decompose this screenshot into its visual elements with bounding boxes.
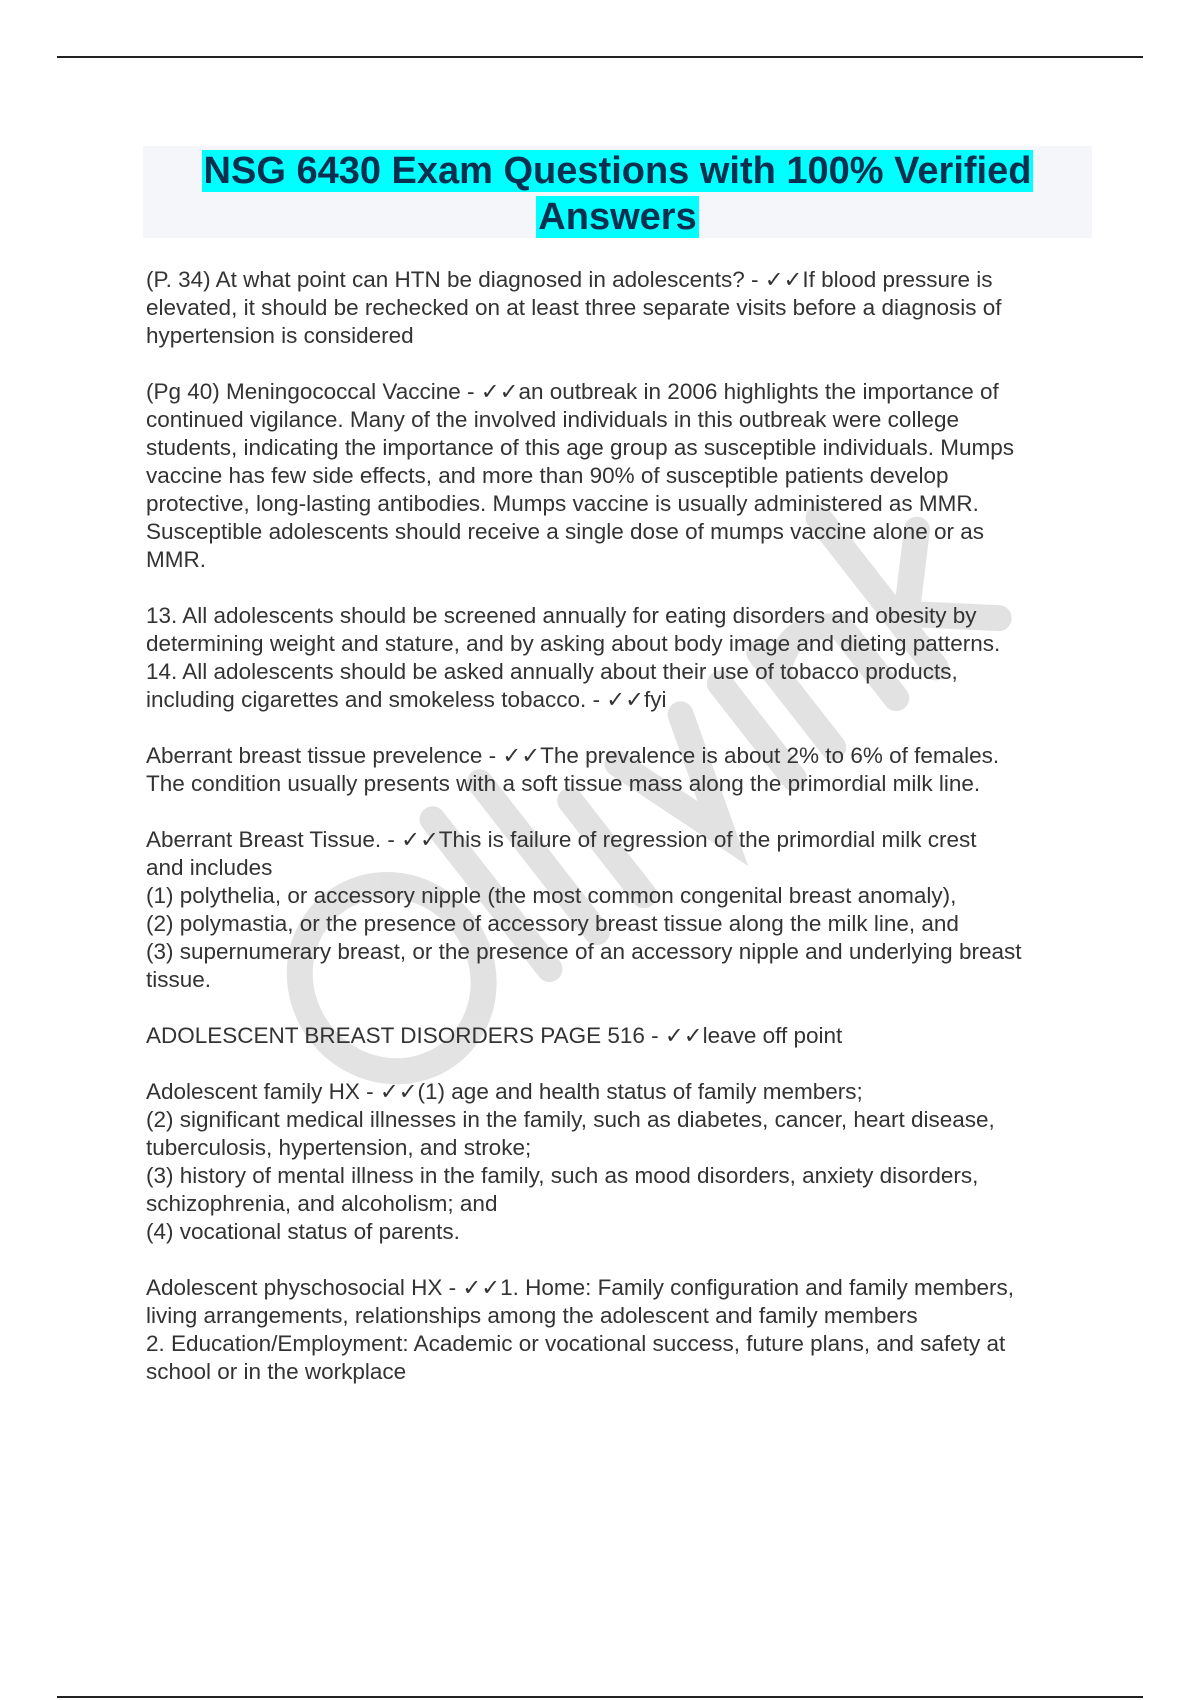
text-line: Adolescent physchosocial HX - ✓✓1. Home: Family configuration and family members,: [146, 1275, 1015, 1300]
qa-entry-psychosocial-hx: [146, 1274, 1091, 1386]
qa-entry-meningococcal: [146, 378, 1091, 574]
text-line: hypertension is considered: [146, 323, 414, 348]
text-line: tuberculosis, hypertension, and stroke;: [146, 1135, 532, 1160]
text-line: students, indicating the importance of this age group as susceptible individuals. Mumps: [146, 435, 1014, 460]
text-line: Aberrant Breast Tissue. - ✓✓This is failure of regression of the primordial milk crest: [146, 827, 977, 852]
top-rule: [57, 56, 1143, 58]
text-line: school or in the workplace: [146, 1359, 407, 1384]
bottom-rule: [57, 1696, 1143, 1698]
page-title: [143, 146, 1092, 240]
text-line: (3) supernumerary breast, or the presence of an accessory nipple and underlying breast: [146, 939, 1022, 964]
text-line: determining weight and stature, and by asking about body image and dieting patterns.: [146, 631, 1001, 656]
text-line: (1) polythelia, or accessory nipple (the most common congenital breast anomaly),: [146, 883, 957, 908]
text-line: protective, long-lasting antibodies. Mumps vaccine is usually administered as MMR.: [146, 491, 979, 516]
title-banner: [143, 146, 1092, 238]
text-line: 14. All adolescents should be asked annually about their use of tobacco products,: [146, 659, 958, 684]
title-line-1: NSG 6430 Exam Questions with 100% Verified: [203, 150, 1032, 192]
text-line: tissue.: [146, 967, 212, 992]
text-line: The condition usually presents with a soft tissue mass along the primordial milk line.: [146, 771, 981, 796]
text-line: (P. 34) At what point can HTN be diagnosed in adolescents? - ✓✓If blood pressure is: [146, 267, 993, 292]
text-line: Susceptible adolescents should receive a single dose of mumps vaccine alone or as: [146, 519, 984, 544]
text-line: (2) significant medical illnesses in the family, such as diabetes, cancer, heart disease,: [146, 1107, 995, 1132]
title-line-2: Answers: [538, 196, 697, 238]
text-line: continued vigilance. Many of the involved individuals in this outbreak were college: [146, 407, 959, 432]
qa-entry-breast-disorders: [146, 1022, 1091, 1050]
text-line: schizophrenia, and alcoholism; and: [146, 1191, 498, 1216]
text-line: (3) history of mental illness in the family, such as mood disorders, anxiety disorders,: [146, 1163, 979, 1188]
text-line: ADOLESCENT BREAST DISORDERS PAGE 516 - ✓✓leave off point: [146, 1023, 843, 1048]
qa-entry-htn: [146, 266, 1091, 350]
text-line: (2) polymastia, or the presence of accessory breast tissue along the milk line, and: [146, 911, 959, 936]
text-line: Adolescent family HX - ✓✓(1) age and health status of family members;: [146, 1079, 863, 1104]
qa-entry-screening: [146, 602, 1091, 714]
text-line: elevated, it should be rechecked on at least three separate visits before a diagnosis of: [146, 295, 1002, 320]
text-line: 13. All adolescents should be screened annually for eating disorders and obesity by: [146, 603, 977, 628]
text-line: including cigarettes and smokeless tobacco. - ✓✓fyi: [146, 687, 667, 712]
text-line: vaccine has few side effects, and more than 90% of susceptible patients develop: [146, 463, 949, 488]
qa-entry-aberrant-tissue: [146, 826, 1091, 994]
text-line: 2. Education/Employment: Academic or vocational success, future plans, and safety at: [146, 1331, 1006, 1356]
text-line: living arrangements, relationships among the adolescent and family members: [146, 1303, 918, 1328]
text-line: and includes: [146, 855, 273, 880]
text-line: (Pg 40) Meningococcal Vaccine - ✓✓an outbreak in 2006 highlights the importance of: [146, 379, 999, 404]
text-line: (4) vocational status of parents.: [146, 1219, 460, 1244]
text-line: Aberrant breast tissue prevelence - ✓✓The prevalence is about 2% to 6% of females.: [146, 743, 1000, 768]
qa-list: [146, 266, 1091, 1414]
qa-entry-aberrant-prevalence: [146, 742, 1091, 798]
text-line: MMR.: [146, 547, 206, 572]
qa-entry-family-hx: [146, 1078, 1091, 1246]
